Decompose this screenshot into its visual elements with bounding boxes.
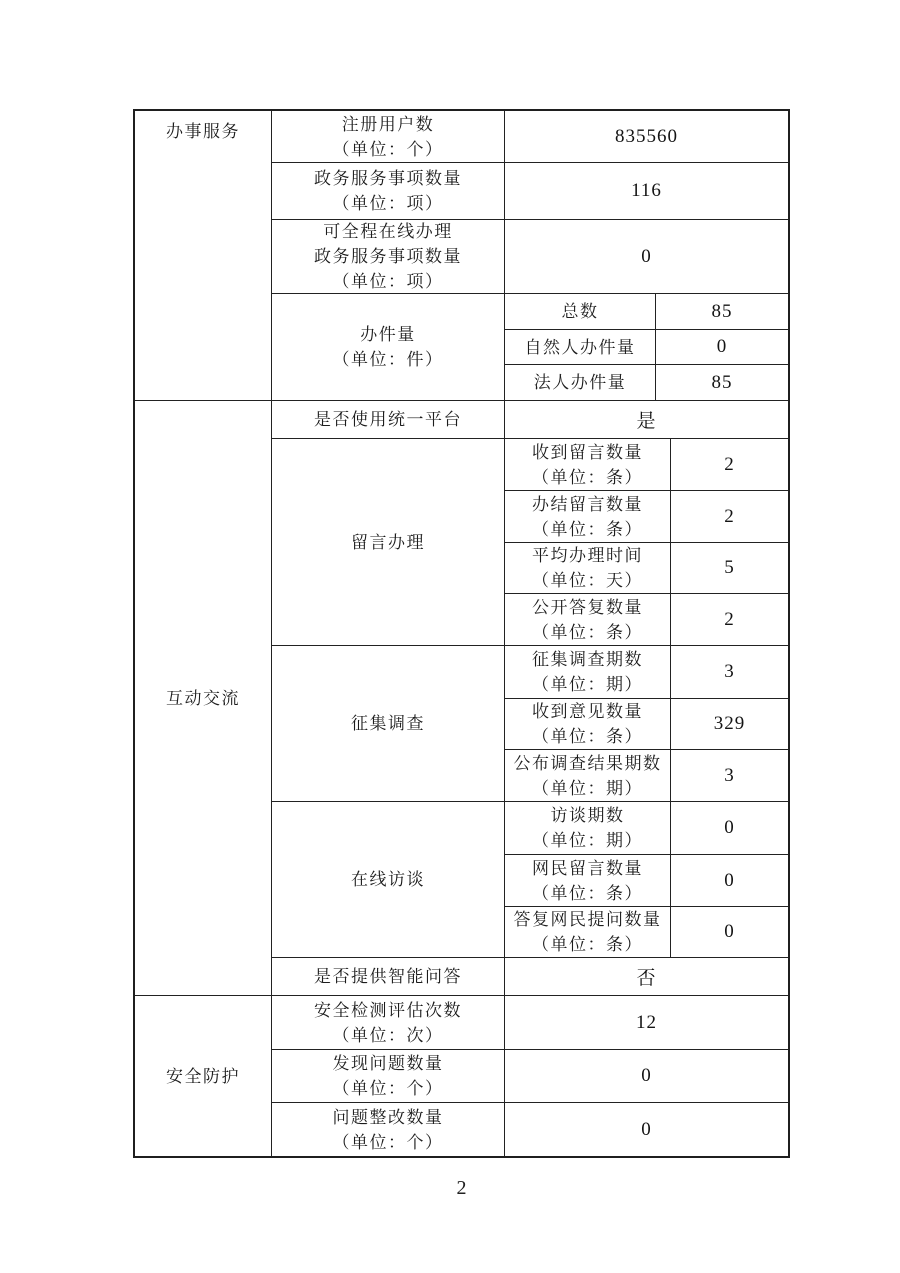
table-subrow [505, 749, 788, 801]
subrow-label-cell [505, 439, 670, 490]
row-label-cell [272, 163, 504, 219]
row-value-cell [504, 163, 788, 219]
table-subrow [505, 906, 788, 957]
group-body [271, 996, 788, 1156]
table-row [272, 438, 788, 645]
subrow-label-line: 网民留言数量 [532, 858, 643, 878]
row-label-line: （单位：个） [332, 139, 444, 159]
row-value-cell [504, 401, 788, 438]
row-label-line: 是否提供智能问答 [314, 967, 462, 986]
group-label: 安全防护 [166, 1066, 240, 1086]
subrow-value-cell [670, 646, 788, 698]
group-anquanfanghu [135, 995, 788, 1156]
subrow-value: 329 [713, 713, 746, 734]
report-table [133, 109, 790, 1158]
subrow-value: 85 [711, 300, 733, 322]
subrow-label-cell [505, 365, 655, 400]
subrow-value: 2 [724, 505, 735, 527]
subrow-column [504, 646, 788, 801]
table-subrow [505, 329, 788, 364]
row-value: 0 [641, 1065, 652, 1086]
subrow-label-line: （单位：条） [532, 727, 643, 746]
subrow-value: 0 [724, 921, 735, 942]
row-value-cell [504, 958, 788, 995]
subrow-column [504, 294, 788, 400]
group-label-cell [135, 996, 271, 1156]
row-label-cell [272, 439, 504, 645]
row-label-line: 发现问题数量 [332, 1054, 444, 1073]
subrow-label-line: 自然人办件量 [524, 337, 636, 357]
table-row [272, 645, 788, 801]
row-label-line: （单位：项） [332, 272, 444, 291]
group-label-cell [135, 401, 271, 995]
subrow-label-line: （单位：条） [532, 467, 643, 487]
subrow-value-cell [655, 365, 788, 400]
subrow-column [504, 439, 788, 645]
row-label-line: 政务服务事项数量 [314, 247, 462, 266]
subrow-value: 2 [724, 453, 735, 475]
row-label-line: 是否使用统一平台 [314, 410, 462, 429]
subrow-value-cell [670, 439, 788, 490]
subrow-label-line: 总数 [561, 302, 599, 321]
subrow-label-cell [505, 802, 670, 854]
subrow-label-line: 收到意见数量 [532, 702, 643, 721]
table-row [272, 1049, 788, 1102]
group-hudongjiaoliu [135, 400, 788, 995]
row-value: 116 [631, 180, 662, 201]
subrow-value-cell [670, 594, 788, 645]
row-value-cell [504, 996, 788, 1049]
subrow-label-cell [505, 330, 655, 364]
row-value-cell [504, 111, 788, 162]
subrow-label-line: 公开答复数量 [532, 597, 643, 617]
subrow-label-line: 答复网民提问数量 [513, 910, 662, 929]
row-label-cell [272, 996, 504, 1049]
subrow-value: 3 [724, 661, 735, 682]
table-subrow [505, 490, 788, 542]
table-row [272, 293, 788, 400]
row-label-line: 问题整改数量 [332, 1107, 444, 1127]
row-value-cell [504, 1050, 788, 1102]
table-subrow [505, 802, 788, 854]
row-label-cell [272, 802, 504, 957]
subrow-value-cell [670, 699, 788, 749]
subrow-value: 0 [724, 869, 735, 891]
row-label-cell [272, 646, 504, 801]
row-label-cell [272, 958, 504, 995]
subrow-value-cell [670, 750, 788, 801]
row-label-cell [272, 111, 504, 162]
row-label-line: 办件量 [360, 325, 416, 344]
table-subrow [505, 646, 788, 698]
subrow-column [504, 802, 788, 957]
table-row [272, 1102, 788, 1156]
subrow-label-line: 收到留言数量 [532, 442, 643, 462]
subrow-label-line: （单位：期） [532, 831, 643, 850]
subrow-label-line: （单位：条） [532, 883, 643, 903]
row-label-line: 可全程在线办理 [323, 222, 453, 241]
table-row [272, 162, 788, 219]
row-label-line: 在线访谈 [351, 870, 425, 889]
table-subrow [505, 439, 788, 490]
subrow-value-cell [655, 330, 788, 364]
row-value-cell [504, 220, 788, 293]
subrow-label-line: 公布调查结果期数 [513, 753, 662, 773]
subrow-label-line: （单位：条） [532, 622, 643, 642]
row-value: 0 [641, 1118, 652, 1140]
subrow-label-line: （单位：条） [532, 935, 643, 954]
row-label-cell [272, 1103, 504, 1156]
row-label-line: （单位：个） [332, 1079, 444, 1098]
subrow-label-line: （单位：期） [532, 675, 643, 694]
subrow-label-line: （单位：天） [532, 571, 643, 590]
row-label-line: 政务服务事项数量 [314, 169, 462, 188]
subrow-value: 85 [711, 371, 733, 393]
subrow-value-cell [670, 802, 788, 854]
row-label-line: 安全检测评估次数 [314, 1000, 462, 1020]
row-value-cell [504, 1103, 788, 1156]
table-subrow [505, 294, 788, 329]
subrow-label-line: （单位：条） [532, 519, 643, 539]
table-subrow [505, 854, 788, 906]
row-label-line: 注册用户数 [341, 114, 435, 134]
table-subrow [505, 542, 788, 593]
subrow-value: 2 [724, 608, 735, 630]
table-row [272, 111, 788, 162]
page-number: 2 [456, 1177, 467, 1199]
row-label-line: 留言办理 [351, 532, 425, 552]
row-label-line: （单位：次） [332, 1025, 444, 1045]
subrow-label-cell [505, 491, 670, 542]
subrow-label-cell [505, 907, 670, 957]
subrow-value: 0 [724, 817, 735, 838]
group-label: 办事服务 [166, 122, 240, 141]
subrow-value-cell [655, 294, 788, 329]
row-value: 835560 [615, 125, 678, 147]
subrow-value: 5 [724, 557, 735, 578]
subrow-value-cell [670, 543, 788, 593]
group-label-cell [135, 111, 271, 400]
subrow-label-cell [505, 699, 670, 749]
table-subrow [505, 698, 788, 749]
subrow-label-cell [505, 750, 670, 801]
row-label-cell [272, 220, 504, 293]
row-value: 是 [636, 411, 657, 432]
subrow-label-cell [505, 543, 670, 593]
row-value: 否 [636, 968, 657, 989]
subrow-value: 3 [724, 764, 735, 786]
row-label-line: （单位：件） [332, 350, 444, 369]
row-label-line: （单位：个） [332, 1132, 444, 1152]
table-subrow [505, 364, 788, 400]
subrow-label-cell [505, 294, 655, 329]
group-banshifuwu [135, 111, 788, 400]
subrow-label-line: 法人办件量 [533, 373, 627, 392]
table-row [272, 401, 788, 438]
table-row [272, 957, 788, 995]
subrow-value-cell [670, 907, 788, 957]
row-label-cell [272, 294, 504, 400]
row-label-cell [272, 401, 504, 438]
subrow-label-line: 平均办理时间 [532, 546, 643, 565]
group-body [271, 111, 788, 400]
row-label-cell [272, 1050, 504, 1102]
table-subrow [505, 593, 788, 645]
subrow-label-line: （单位：期） [532, 778, 643, 798]
subrow-label-cell [505, 855, 670, 906]
subrow-label-cell [505, 594, 670, 645]
row-value: 12 [636, 1011, 657, 1033]
table-row [272, 801, 788, 957]
row-label-line: （单位：项） [332, 194, 444, 213]
subrow-value-cell [670, 491, 788, 542]
subrow-value-cell [670, 855, 788, 906]
table-row [272, 219, 788, 293]
table-row [272, 996, 788, 1049]
group-label: 互动交流 [166, 688, 240, 708]
row-value: 0 [641, 245, 652, 267]
subrow-label-line: 访谈期数 [550, 806, 625, 825]
subrow-label-line: 征集调查期数 [532, 650, 643, 669]
group-body [271, 401, 788, 995]
row-label-line: 征集调查 [351, 714, 425, 733]
subrow-label-line: 办结留言数量 [532, 494, 643, 514]
subrow-value: 0 [716, 336, 728, 357]
subrow-label-cell [505, 646, 670, 698]
